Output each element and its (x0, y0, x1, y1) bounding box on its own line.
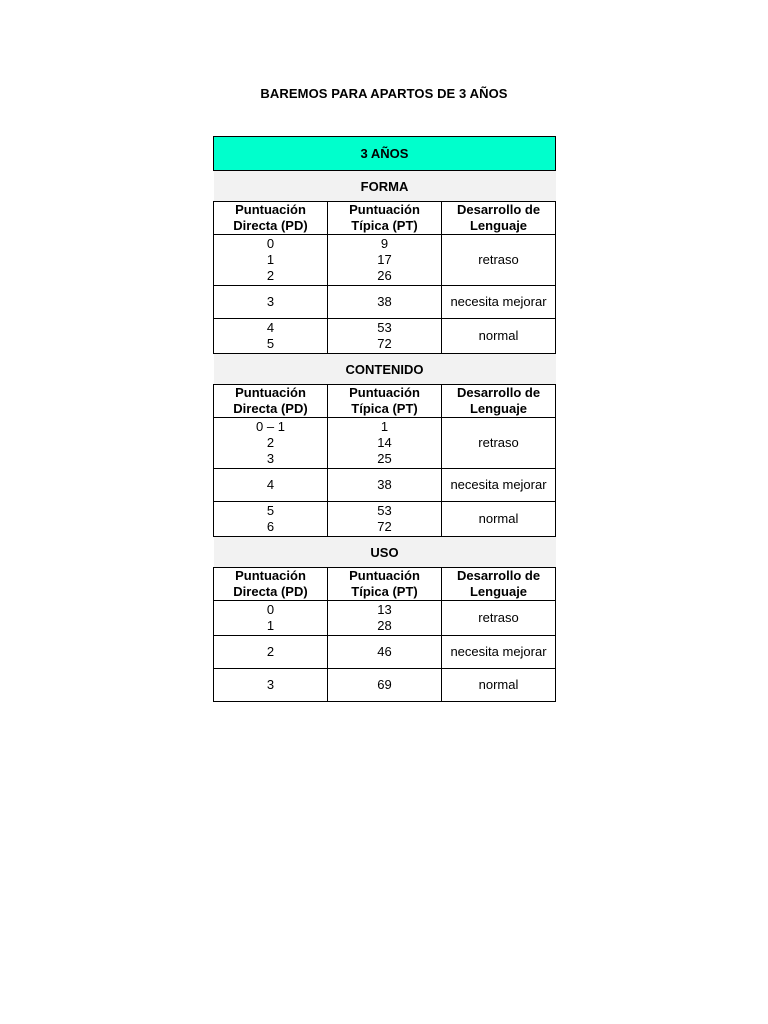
level-cell: normal (442, 502, 556, 537)
pt-cell (328, 319, 442, 354)
column-header (328, 385, 442, 418)
level-cell: normal (442, 319, 556, 354)
baremos-table (213, 136, 556, 702)
pd-cell (214, 418, 328, 469)
header-line: Directa (PD) (233, 218, 308, 233)
section-title: CONTENIDO (214, 354, 556, 385)
column-header-row (214, 202, 556, 235)
value-line: 69 (377, 677, 392, 692)
value-line: 1 (380, 419, 389, 434)
column-header (214, 385, 328, 418)
pt-cell (328, 418, 442, 469)
column-header (328, 568, 442, 601)
value-line: 14 (377, 435, 392, 450)
header-line: Desarrollo de (456, 385, 541, 400)
age-header-row (214, 137, 556, 171)
column-header (442, 568, 556, 601)
value-line: 28 (377, 618, 392, 633)
value-line: 17 (377, 252, 392, 267)
pt-cell (328, 502, 442, 537)
column-header (442, 385, 556, 418)
value-line: 1 (266, 618, 275, 633)
value-line: 53 (377, 503, 392, 518)
header-line: Puntuación (235, 568, 306, 583)
score-band-row (214, 469, 556, 502)
score-band-row (214, 319, 556, 354)
value-line: 1 (266, 252, 275, 267)
score-band-row (214, 601, 556, 636)
value-line: 26 (377, 268, 392, 283)
level-cell: necesita mejorar (442, 469, 556, 502)
column-header (214, 568, 328, 601)
level-cell: necesita mejorar (442, 636, 556, 669)
header-line: Típica (PT) (351, 401, 418, 416)
pd-cell (214, 235, 328, 286)
header-line: Puntuación (349, 385, 420, 400)
header-line: Directa (PD) (233, 401, 308, 416)
value-line: 3 (266, 677, 275, 692)
pd-cell (214, 319, 328, 354)
value-line: 5 (266, 503, 275, 518)
header-line: Puntuación (235, 385, 306, 400)
value-line: 0 – 1 (256, 419, 285, 434)
pt-cell (328, 469, 442, 502)
value-line: 46 (377, 644, 392, 659)
column-header (328, 202, 442, 235)
column-header (214, 202, 328, 235)
level-cell: retraso (442, 601, 556, 636)
value-line: 9 (380, 236, 389, 251)
value-line: 3 (266, 451, 275, 466)
header-line: Puntuación (349, 202, 420, 217)
value-line: 3 (266, 294, 275, 309)
value-line: 2 (266, 644, 275, 659)
level-cell: necesita mejorar (442, 286, 556, 319)
header-line: Desarrollo de (456, 202, 541, 217)
value-line: 0 (266, 602, 275, 617)
value-line: 25 (377, 451, 392, 466)
pt-cell (328, 601, 442, 636)
pt-cell (328, 636, 442, 669)
header-line: Lenguaje (469, 584, 528, 599)
level-cell: retraso (442, 235, 556, 286)
pd-cell (214, 502, 328, 537)
document-title: BAREMOS PARA APARTOS DE 3 AÑOS (260, 86, 508, 101)
score-band-row (214, 502, 556, 537)
value-line: 38 (377, 294, 392, 309)
value-line: 5 (266, 336, 275, 351)
pd-cell (214, 286, 328, 319)
section-row (214, 171, 556, 202)
column-header-row (214, 568, 556, 601)
header-line: Puntuación (349, 568, 420, 583)
value-line: 2 (266, 268, 275, 283)
score-band-row (214, 286, 556, 319)
header-line: Puntuación (235, 202, 306, 217)
column-header (442, 202, 556, 235)
header-line: Típica (PT) (351, 218, 418, 233)
header-line: Típica (PT) (351, 584, 418, 599)
header-line: Lenguaje (469, 401, 528, 416)
level-cell: retraso (442, 418, 556, 469)
value-line: 72 (377, 336, 392, 351)
value-line: 2 (266, 435, 275, 450)
section-title: FORMA (214, 171, 556, 202)
pt-cell (328, 669, 442, 702)
value-line: 53 (377, 320, 392, 335)
header-line: Lenguaje (469, 218, 528, 233)
level-cell: normal (442, 669, 556, 702)
section-row (214, 537, 556, 568)
pd-cell (214, 669, 328, 702)
score-band-row (214, 235, 556, 286)
value-line: 72 (377, 519, 392, 534)
header-line: Directa (PD) (233, 584, 308, 599)
score-band-row (214, 669, 556, 702)
baremos-table-body (214, 137, 556, 702)
column-header-row (214, 385, 556, 418)
pd-cell (214, 636, 328, 669)
value-line: 13 (377, 602, 392, 617)
score-band-row (214, 636, 556, 669)
value-line: 0 (266, 236, 275, 251)
score-band-row (214, 418, 556, 469)
value-line: 4 (266, 477, 275, 492)
header-line: Desarrollo de (456, 568, 541, 583)
value-line: 4 (266, 320, 275, 335)
section-title: USO (214, 537, 556, 568)
age-label: 3 AÑOS (214, 137, 556, 171)
pt-cell (328, 235, 442, 286)
pd-cell (214, 469, 328, 502)
pt-cell (328, 286, 442, 319)
pd-cell (214, 601, 328, 636)
value-line: 6 (266, 519, 275, 534)
section-row (214, 354, 556, 385)
value-line: 38 (377, 477, 392, 492)
